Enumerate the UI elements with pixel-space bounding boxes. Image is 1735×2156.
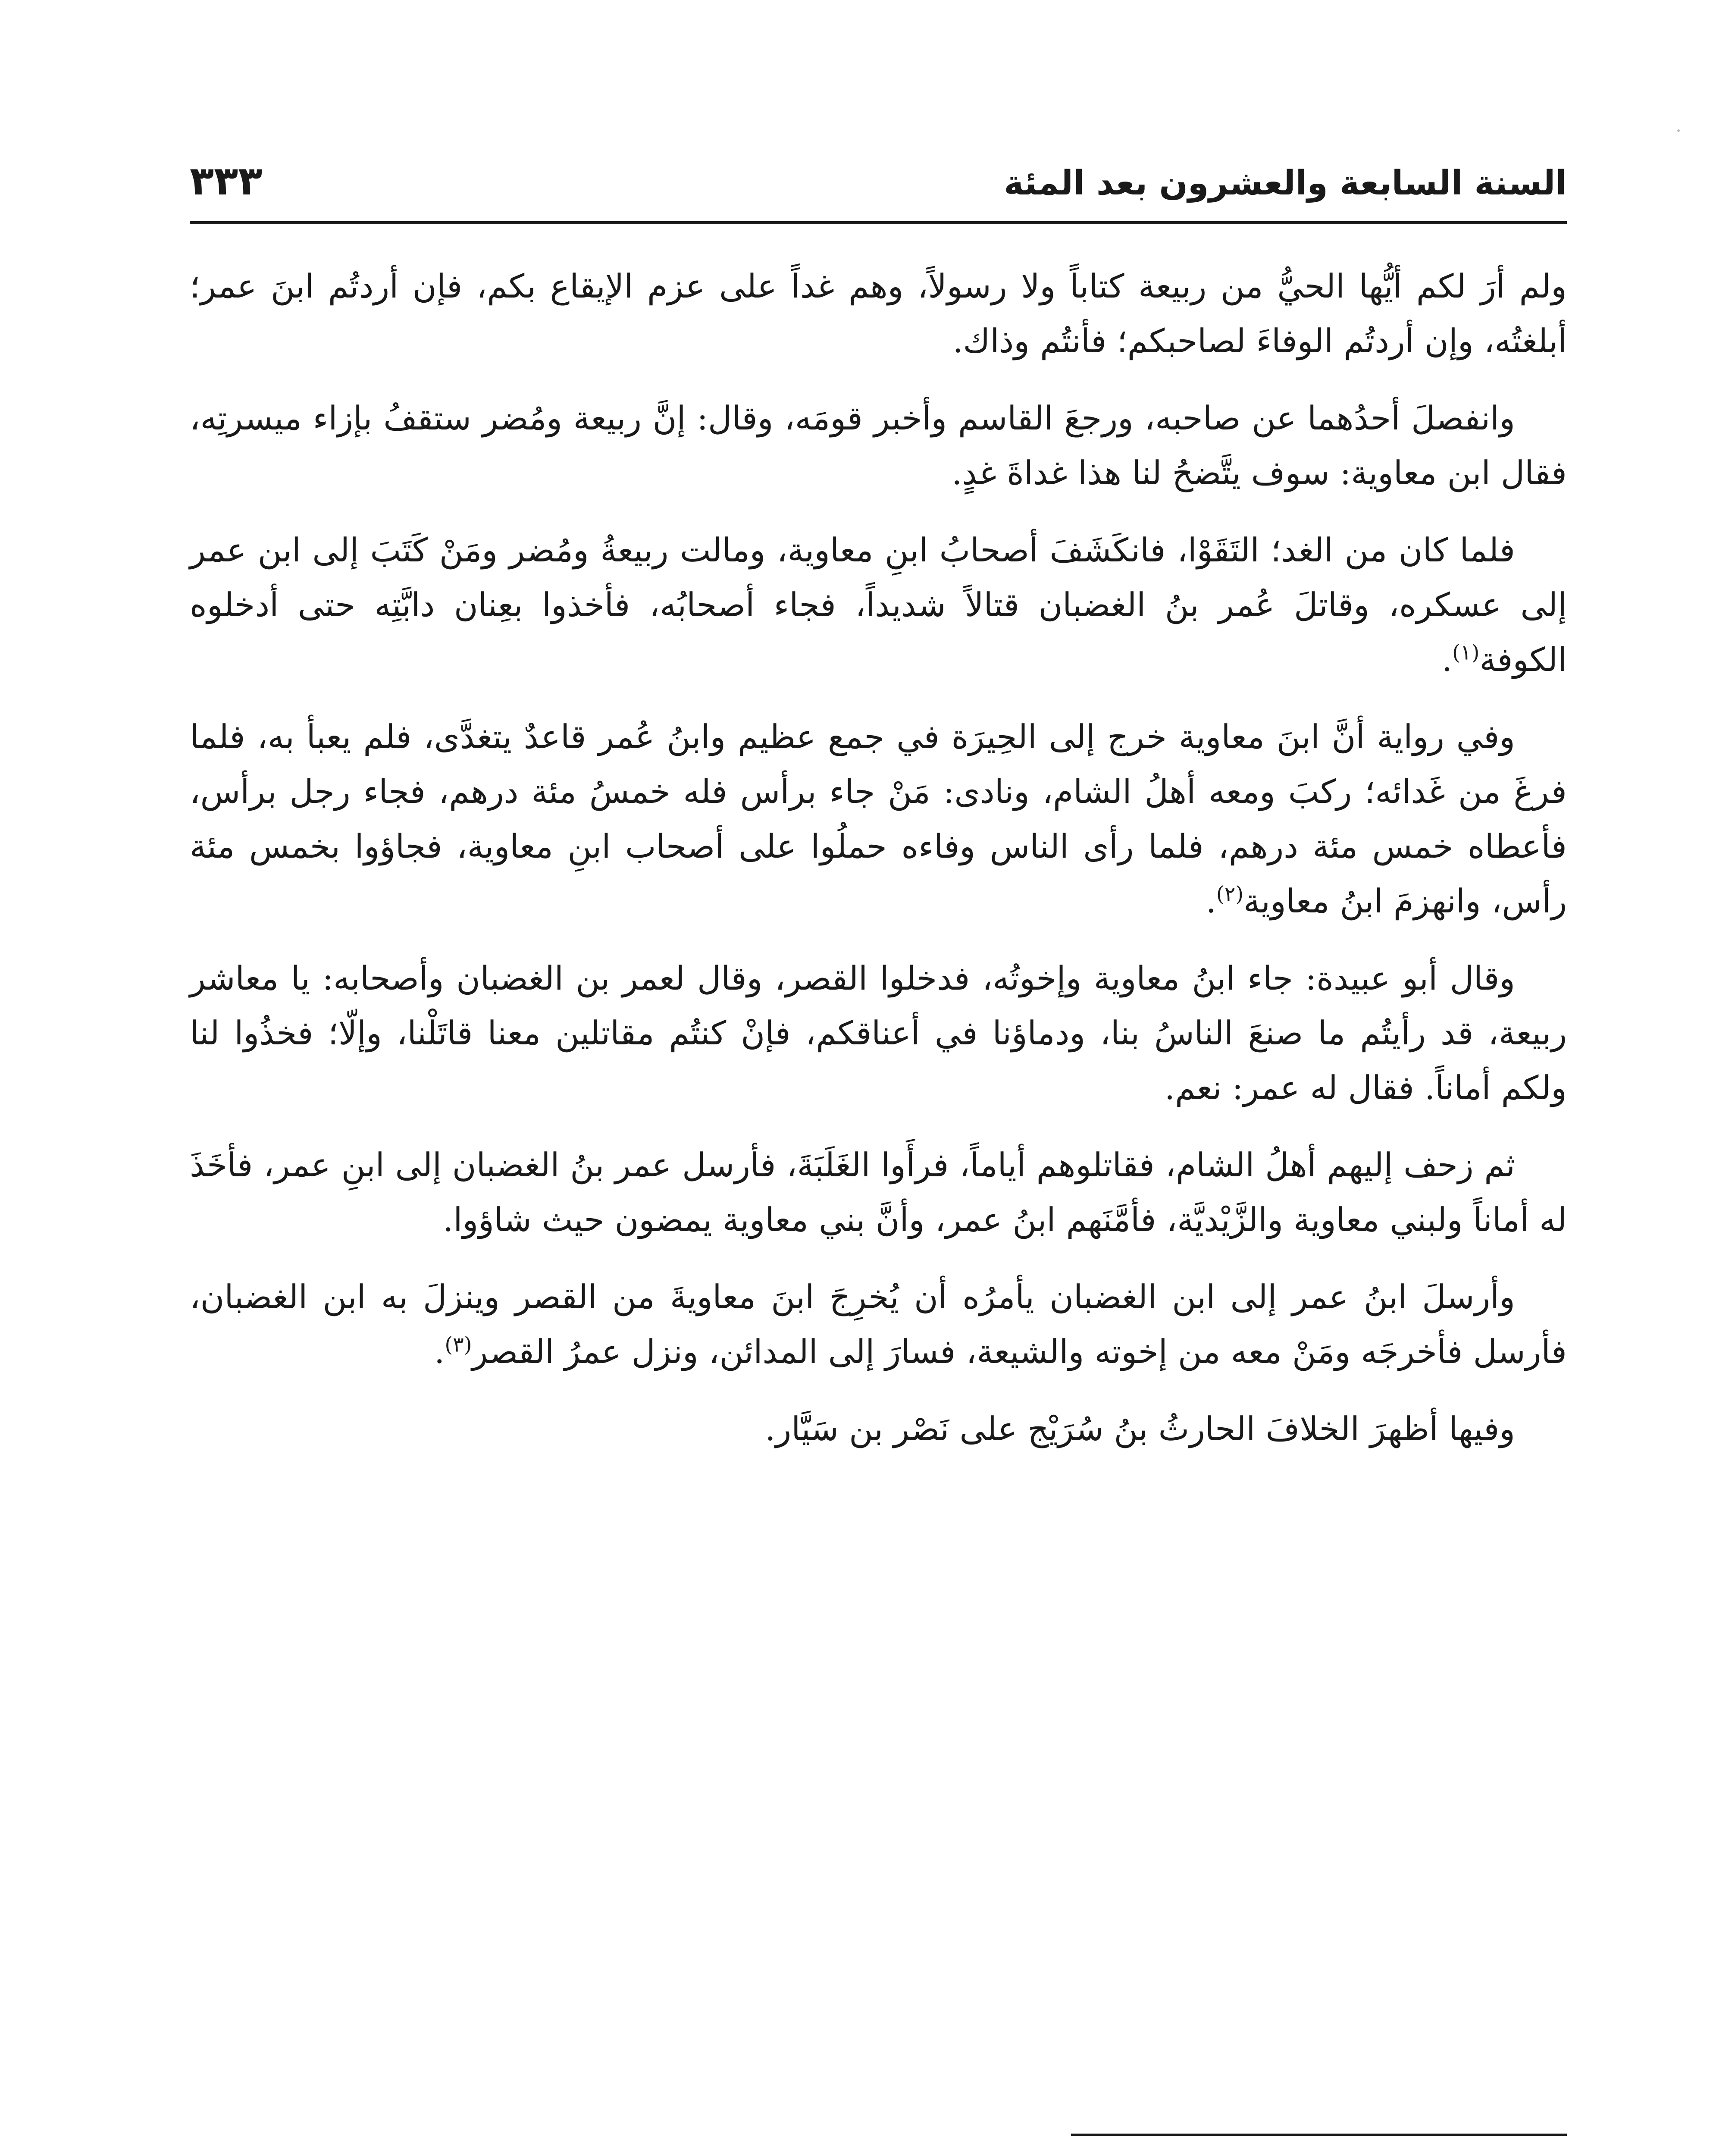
- main-text: [190, 259, 1567, 1479]
- header-divider: [190, 221, 1567, 224]
- paragraph-text: وقال أبو عبيدة: جاء ابنُ معاوية وإخوتُه، فدخلوا القصر، وقال لعمر بن الغضبان وأصحابه: يا معاشر ربيعة، قد رأيتُم ما صنعَ الناسُ بنا، ودماؤنا في أعناقكم، فإنْ كنتُم مقاتلين معنا قاتَلْنا، وإلّا؛ فخذُوا لنا ولكم أماناً. فقال له عمر: نعم.: [190, 959, 1567, 1107]
- paragraph-text: ثم زحف إليهم أهلُ الشام، فقاتلوهم أياماً، فرأَوا الغَلَبَةَ، فأرسل عمر بنُ الغضبان إلى ابنِ عمر، فأخَذَ له أماناً ولبني معاوية والزَّيْديَّة، فأمَّنَهم ابنُ عمر، وأنَّ بني معاوية يمضون حيث شاؤوا.: [190, 1146, 1567, 1239]
- footnote-reference[interactable]: (١): [1452, 640, 1480, 665]
- paragraph: [190, 391, 1567, 500]
- paragraph-text: ولم أرَ لكم أيُّها الحيُّ من ربيعة كتاباً ولا رسولاً، وهم غداً على عزم الإيقاع بكم، فإن أردتُم ابنَ عمر؛ أبلغتُه، وإن أردتُم الوفاءَ لصاحبكم؛ فأنتُم وذاك.: [190, 267, 1567, 360]
- paragraph: [190, 523, 1567, 687]
- paragraph: [190, 1401, 1567, 1456]
- footnote-divider: [1071, 2134, 1567, 2136]
- scan-speck: [1677, 129, 1680, 132]
- paragraph-tail: .: [434, 1332, 445, 1371]
- paragraph: [190, 951, 1567, 1115]
- paragraph-text: وفي رواية أنَّ ابنَ معاوية خرج إلى الحِيرَة في جمع عظيم وابنُ عُمر قاعدٌ يتغدَّى، فلم يعبأ به، فلما فرغَ من غَدائه؛ ركبَ ومعه أهلُ الشام، ونادى: مَنْ جاء برأس فله خمسُ مئة درهم، فجاء رجل برأس، فأعطاه خمس مئة درهم، فلما رأى الناس وفاءه حملُوا على أصحاب ابنِ معاوية، فجاؤوا بخمس مئة رأس، وانهزمَ ابنُ معاوية: [190, 718, 1567, 920]
- running-title: السنة السابعة والعشرون بعد المئة: [1004, 164, 1567, 203]
- paragraph-tail: .: [1206, 882, 1216, 920]
- paragraph-tail: .: [1441, 640, 1453, 679]
- paragraph-text: وانفصلَ أحدُهما عن صاحبه، ورجعَ القاسم وأخبر قومَه، وقال: إنَّ ربيعة ومُضر ستقفُ بإزاء ميسرتِه، فقال ابن معاوية: سوف يتَّضحُ لنا هذا غداةَ غدٍ.: [190, 399, 1567, 492]
- page-header: [190, 153, 1567, 213]
- paragraph: [190, 259, 1567, 368]
- paragraph-text: وأرسلَ ابنُ عمر إلى ابن الغضبان يأمرُه أن يُخرِجَ ابنَ معاويةَ من القصر وينزلَ به ابن الغضبان، فأرسل فأخرجَه ومَنْ معه من إخوته والشيعة، فسارَ إلى المدائن، ونزل عمرُ القصر: [190, 1278, 1567, 1371]
- page-number: ٣٣٣: [190, 158, 263, 204]
- paragraph-text: وفيها أظهرَ الخلافَ الحارثُ بنُ سُرَيْج على نَصْر بن سَيَّار.: [765, 1410, 1515, 1448]
- footnote-reference[interactable]: (٣): [445, 1332, 472, 1357]
- paragraph: [190, 1138, 1567, 1247]
- paragraph: [190, 709, 1567, 928]
- paragraph-text: فلما كان من الغد؛ التَقَوْا، فانكَشَفَ أصحابُ ابنِ معاوية، ومالت ربيعةُ ومُضر ومَنْ كَتَبَ إلى ابن عمر إلى عسكره، وقاتلَ عُمر بنُ الغضبان قتالاً شديداً، فجاء أصحابُه، فأخذوا بعِنان دابَّتِه حتى أدخلوه الكوفة: [190, 531, 1567, 679]
- footnote-reference[interactable]: (٢): [1216, 882, 1244, 906]
- paragraph: [190, 1269, 1567, 1379]
